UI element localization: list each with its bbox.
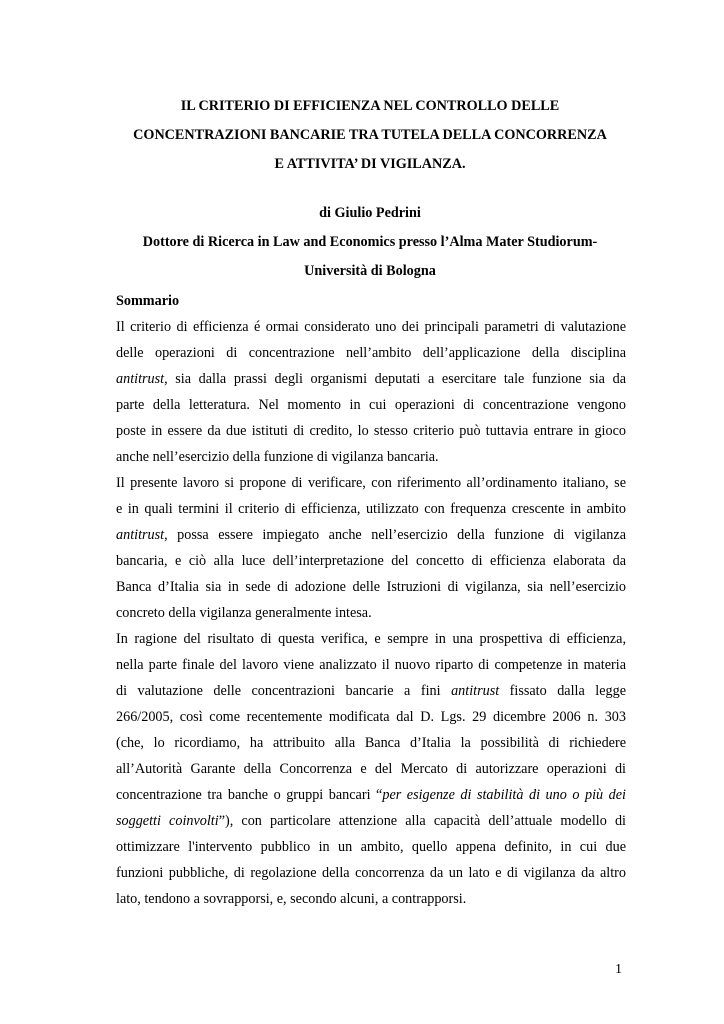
summary-body xyxy=(116,314,626,912)
summary-line: concentrazione tra banche o gruppi bancari “per esigenze di stabilità di uno o più dei xyxy=(116,787,626,803)
summary-line: Il presente lavoro si propone di verificare, con riferimento all’ordinamento italiano, se xyxy=(116,475,626,491)
summary-line: 266/2005, così come recentemente modificata dal D. Lgs. 29 dicembre 2006 n. 303 xyxy=(116,709,626,725)
summary-line: delle operazioni di concentrazione nell’ambito dell’applicazione della disciplina xyxy=(116,345,626,361)
summary-line: antitrust, possa essere impiegato anche nell’esercizio della funzione di vigilanza xyxy=(116,527,626,543)
summary-line: lato, tendono a sovrapporsi, e, secondo alcuni, a contrapporsi. xyxy=(116,891,467,907)
summary-heading: Sommario xyxy=(116,293,180,309)
summary-line: nella parte finale del lavoro viene analizzato il nuovo riparto di competenze in materia xyxy=(116,657,626,673)
author-affiliation: Dottore di Ricerca in Law and Economics presso l’Alma Mater Studiorum- xyxy=(142,234,598,250)
summary-line: funzioni pubbliche, di regolazione della concorrenza da un lato e di vigilanza da altro xyxy=(116,865,626,881)
title-line: CONCENTRAZIONI BANCARIE TRA TUTELA DELLA CONCORRENZA xyxy=(133,127,607,143)
summary-line: di valutazione delle concentrazioni bancarie a fini antitrust fissato dalla legge xyxy=(116,683,626,699)
summary-line: soggetti coinvolti”), con particolare attenzione alla capacità dell’attuale modello di xyxy=(116,813,626,829)
summary-line: ottimizzare l'intervento pubblico in un ambito, quello appena definito, in cui due xyxy=(116,839,626,855)
author-affiliation: Università di Bologna xyxy=(304,263,436,279)
author-block xyxy=(100,199,640,286)
author-byline: di Giulio Pedrini xyxy=(319,205,421,221)
summary-line: parte della letteratura. Nel momento in cui operazioni di concentrazione vengono xyxy=(116,397,626,413)
summary-line: poste in essere da due istituti di credito, lo stesso criterio può tuttavia entrare in gioco xyxy=(116,423,626,439)
summary-line: bancaria, e ciò alla luce dell’interpretazione del concetto di efficienza elaborata da xyxy=(116,553,626,569)
summary-line: e in quali termini il criterio di efficienza, utilizzato con frequenza crescente in ambito xyxy=(116,501,626,517)
summary-line: Banca d’Italia sia in sede di adozione delle Istruzioni di vigilanza, sia nell’esercizio xyxy=(116,579,626,595)
title-line: E ATTIVITA’ DI VIGILANZA. xyxy=(274,156,466,172)
summary-line: concreto della vigilanza generalmente intesa. xyxy=(116,605,372,621)
summary-line: anche nell’esercizio della funzione di vigilanza bancaria. xyxy=(116,449,439,465)
summary-line: Il criterio di efficienza é ormai considerato uno dei principali parametri di valutazione xyxy=(116,319,626,335)
summary-line: In ragione del risultato di questa verifica, e sempre in una prospettiva di efficienza, xyxy=(116,631,626,647)
document-title xyxy=(100,92,640,179)
summary-line: all’Autorità Garante della Concorrenza e del Mercato di autorizzare operazioni di xyxy=(116,761,626,777)
page-number: 1 xyxy=(615,962,622,977)
title-line: IL CRITERIO DI EFFICIENZA NEL CONTROLLO DELLE xyxy=(180,98,560,114)
summary-line: (che, lo ricordiamo, ha attribuito alla Banca d’Italia la possibilità di richiedere xyxy=(116,735,626,751)
summary-line: antitrust, sia dalla prassi degli organismi deputati a esercitare tale funzione sia da xyxy=(116,371,626,387)
